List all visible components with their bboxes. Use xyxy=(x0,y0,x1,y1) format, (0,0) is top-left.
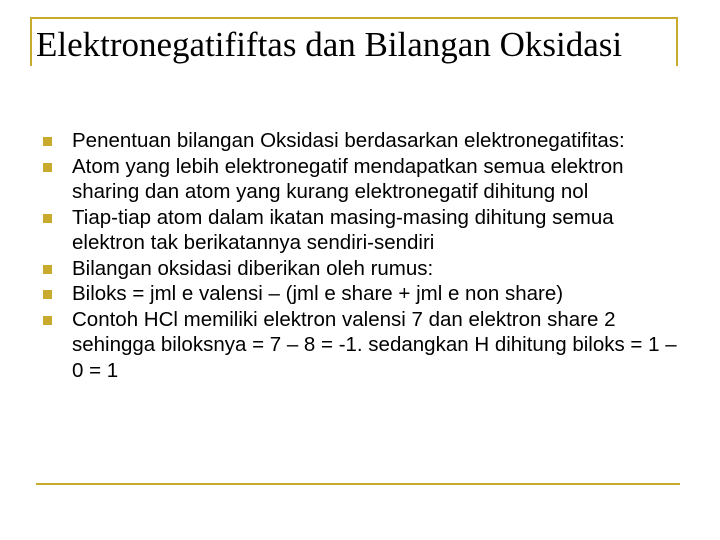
bullet-item xyxy=(40,128,680,154)
square-bullet-icon xyxy=(43,290,52,299)
bullet-item xyxy=(40,281,680,307)
bullet-item xyxy=(40,154,680,205)
square-bullet-icon xyxy=(43,265,52,274)
square-bullet-icon xyxy=(43,214,52,223)
title-frame-top-line xyxy=(30,17,678,19)
bullet-item xyxy=(40,256,680,282)
square-bullet-icon xyxy=(43,137,52,146)
bullet-list xyxy=(40,128,680,383)
slide-title: Elektronegatififtas dan Bilangan Oksidasi xyxy=(36,25,623,64)
bullet-text: Contoh HCl memiliki elektron valensi 7 dan elektron share 2 sehingga biloksnya = 7 – 8 = -1. sedangkan H dihitung biloks = 1 – 0 = 1 xyxy=(72,307,677,382)
square-bullet-icon xyxy=(43,163,52,172)
bullet-text: Penentuan bilangan Oksidasi berdasarkan elektronegatifitas: xyxy=(72,129,625,152)
bullet-text: Tiap-tiap atom dalam ikatan masing-masing dihitung semua elektron tak berikatannya sendiri-sendiri xyxy=(72,205,614,254)
bullet-text: Atom yang lebih elektronegatif mendapatkan semua elektron sharing dan atom yang kurang elektronegatif dihitung nol xyxy=(72,154,624,203)
bullet-text: Biloks = jml e valensi – (jml e share + jml e non share) xyxy=(72,282,564,305)
title-frame-left-line xyxy=(30,17,32,66)
title-frame-right-line xyxy=(676,17,678,66)
bullet-item xyxy=(40,205,680,256)
bottom-divider-line xyxy=(36,483,680,485)
square-bullet-icon xyxy=(43,316,52,325)
bullet-text: Bilangan oksidasi diberikan oleh rumus: xyxy=(72,256,434,280)
bullet-item xyxy=(40,307,680,384)
